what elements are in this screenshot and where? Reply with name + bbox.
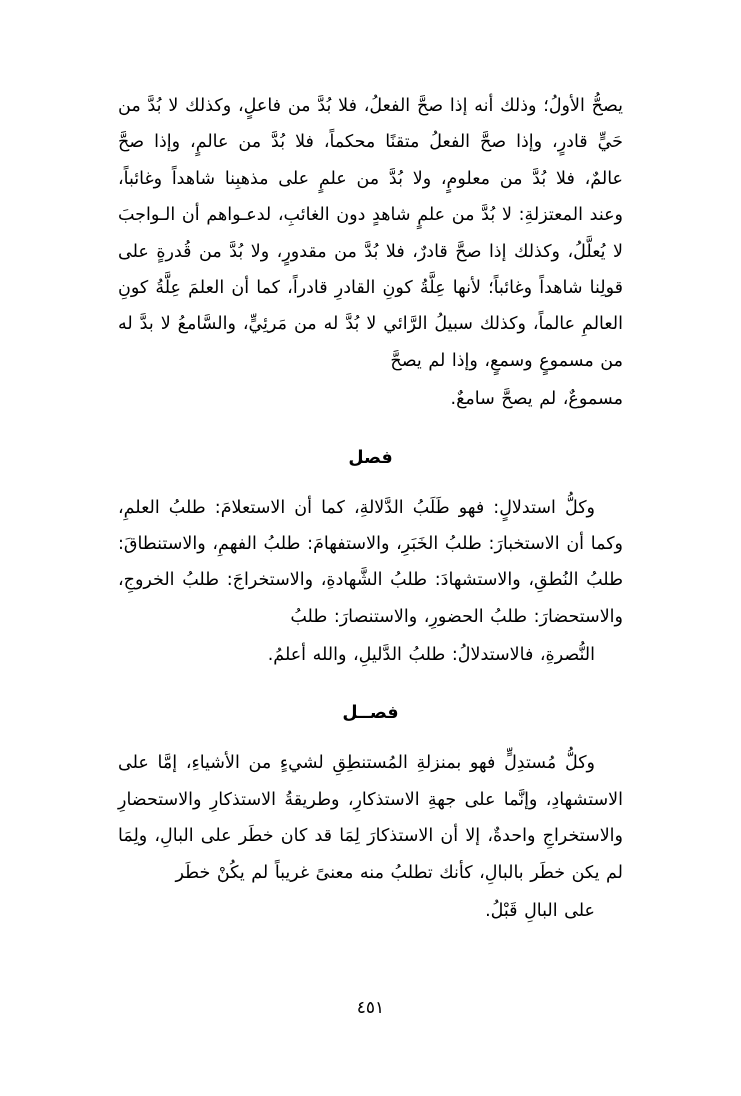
text-column [118,88,623,929]
paragraph-two-tail: النُّصرةِ، فالاستدلالُ: طلبُ الدَّليلِ، والله أعلمُ. [267,645,595,666]
section-heading-two: فصــل [342,703,399,724]
paragraph-one-body: يصحُّ الأولُ؛ وذلك أنه إذا صحَّ الفعلُ، فلا بُدَّ من فاعلٍ، وكذلك لا بُدَّ من حَيٍّ قادرٍ، وإذا صحَّ الفعلُ متقنًا محكماً، فلا بُدَّ من عالمٍ، وإذا صحَّ عالمٌ، فلا بُدَّ من معلومٍ، ولا بُدَّ من علمٍ على مذهبِنا شاهداً وغائباً، وعند المعتزلةِ: لا بُدَّ من علمٍ شاهدٍ دون الغائبِ، لدعـواهم أن الـواجبَ لا يُعلَّلُ، وكذلك إذا صحَّ قادرٌ، فلا بُدَّ من مقدورٍ، ولا بُدَّ من قُدرةٍ على قولِنا شاهداً وغائباً؛ لأنها عِلَّةُ كونِ القادرِ قادراً، كما أن العلمَ عِلَّةُ كونِ العالمِ عالماً، وكذلك سبيلُ الرَّائي لا بُدَّ له من مَرئِيٍّ، والسَّامعُ لا بدَّ له من مسموعٍ وسمعٍ، وإذا لم يصحَّ [118,96,623,371]
paragraph-two [118,490,623,674]
paragraph-three-tail: على البالِ قَبْلُ. [485,901,595,922]
page-number: ٤٥١ [356,998,385,1018]
paragraph-one-tail: مسموعٌ، لم يصحَّ سامعٌ. [450,389,623,410]
paragraph-three [118,745,623,929]
paragraph-two-body: وكلُّ استدلالٍ: فهو طَلَبُ الدَّلالةِ، كما أن الاستعلامَ: طلبُ العلمِ، وكما أن الاستخبارَ: طلبُ الخَبَرِ، والاستفهامَ: طلبُ الفهمِ، والاستنطاقَ: طلبُ النُطقِ، والاستشهادَ: طلبُ الشَّهادةِ، والاستخراجَ: طلبُ الخروجِ، والاستحضارَ: طلبُ الحضورِ، والاستنصارَ: طلبُ [118,497,623,627]
paragraph-one [118,88,623,418]
paragraph-three-body: وكلُّ مُستدِلٍّ فهو بمنزلةِ المُستنطِقِ لشيءٍ من الأشياءِ، إمَّا على الاستشهادِ، وإنَّما على جهةِ الاستذكارِ، وطريقةُ الاستذكارِ والاستحضارِ والاستخراجِ واحدةٌ، إلا أن الاستذكارَ لِمَا قد كان خطَر على البالِ، ولِمَا لم يكن خطَر بالبالِ، كأنك تطلبُ منه معنىً غريباً لم يكُنْ خطَر [118,753,623,883]
section-heading-one: فصل [348,447,393,468]
